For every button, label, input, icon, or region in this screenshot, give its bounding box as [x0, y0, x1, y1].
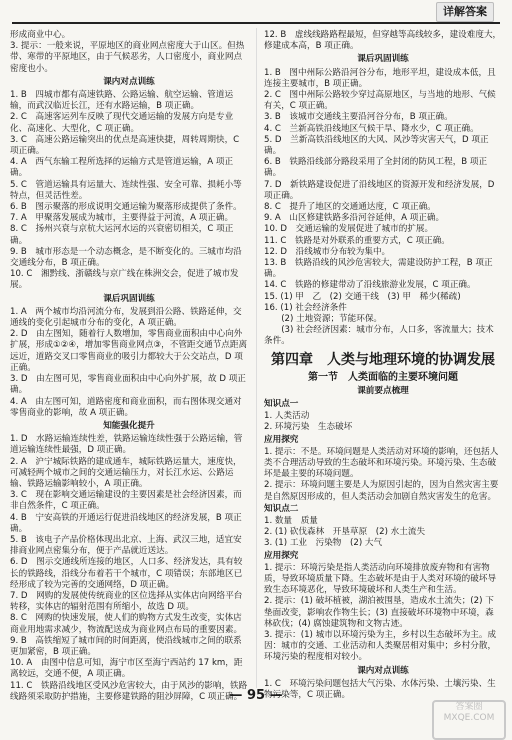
answer-item: 7. A 甲聚落发展成为城市，主要得益于河流，A 项正确。 [10, 213, 234, 224]
answer-item: 2. 提示：(1) 破坏植被，湖泊被围垦，造成水土流失；(2) 下垫面改变，影响农作物生长；(3) 直接破坏环境物中环境，森林砍伐；(4) 腐蚀建筑物和文物古迹。 [264, 596, 494, 629]
answer-item: 1. B 四城市都有高速铁路、公路运输、航空运输、管道运输，而武汉临近长江，还有水路运输，B 项正确。 [10, 90, 234, 112]
answer-item: 3. C 现在影响交通运输建设的主要因素是社会经济因素，而非自然条件，C 项正确。 [10, 490, 242, 512]
answer-item: 8. C 提升了地区的交通通达度，C 项正确。 [264, 202, 436, 213]
section-title: 第一节 人类面临的主要环境问题 [308, 371, 458, 383]
answer-item: 8. C 扬州兴衰与京杭大运河水运的兴衰密切相关，C 项正确。 [10, 224, 234, 246]
watermark-stamp [432, 700, 506, 740]
answer-item: 12. B 虚线线路路程最短，但穿越等高线较多，建设难度大，修建成本高，B 项正确。 [264, 30, 502, 52]
answer-item: 5. D 兰新高铁沿线地区的大风、风沙等灾害天气，D 项正确。 [264, 134, 489, 157]
answer-item: 13. B 铁路沿线的风沙危害较大，需建设防护工程，B 项正确。 [264, 258, 493, 280]
answer-item: 1. C 环境污染问题包括大气污染、水体污染、土壤污染、生物污染等，C 项正确。 [264, 678, 496, 700]
answer-item: 5. C 管道运输具有运量大、连续性强、安全可靠、损耗小等特点，但灵活性差。 [10, 179, 242, 201]
answer-item: 2. D 由左图知，随着行人数增加，零售商业面积由中心向外扩展，形成①②④，增加零售商业网点③，不管距交通节点距离远近，道路交叉口零售商业的吸引力都较大于公交站点，D 项正确。 [10, 329, 248, 373]
section-heading: 知能强化提升 [103, 420, 155, 431]
answer-item: 4. A 西气东输工程所选择的运输方式是管道运输，A 项正确。 [10, 157, 234, 179]
answer-item: 14. C 铁路的修建带动了沿线旅游业发展，C 项正确。 [264, 280, 476, 291]
right-column [264, 30, 502, 700]
answer-item: 1. 数量 质量 [264, 515, 318, 526]
answer-item: 3. C 高速公路运输突出的优点是高速快捷，周转周期快，C 项正确。 [10, 134, 242, 157]
answer-item: 10. D 交通运输的发展促进了城市的扩展。 [264, 224, 434, 235]
subheading: 知识点一 [264, 398, 299, 409]
section-heading: 课后巩固训练 [103, 293, 155, 304]
answer-item: 4. B 宁安高铁的开通运行促进沿线地区的经济发展，B 项正确。 [10, 512, 242, 534]
answer-item: 1. A 两个城市均沿河流分布，发展到沿公路、铁路延伸，交通线的变化引起城市分布的变化，A 项正确。 [10, 306, 242, 329]
answer-item: 6. D 图示交通线所连接的地区，人口多、经济发达，具有较长的铁路线，沿线分布着若干个城市，C 项错误；东部地区已经形成了较为完善的交通网络，D 项正确。 [10, 557, 243, 590]
subheading: 应用探究 [264, 550, 299, 561]
answer-item: 5. B 该电子产品价格体现出北京、上海、武汉三地，适宜安排商业网点密集分布，便于产品就近送达。 [10, 534, 242, 557]
answer-item: 1. 人类活动 [264, 411, 310, 422]
section-heading: 课后巩固训练 [357, 54, 409, 65]
answer-item: 2. C 图中州际公路较少穿过高原地区，与当地的地形、气候有关，C 项正确。 [264, 90, 496, 112]
answer-item: 9. A 山区修建铁路多沿河谷延伸，A 项正确。 [264, 213, 445, 224]
column-divider [256, 28, 257, 688]
section-heading: 课内对点训练 [357, 665, 409, 676]
answer-item: 9. B 城市形态是一个动态概念，是不断变化的。三城市均沿交通线分布，B 项正确。 [10, 246, 242, 269]
answer-item: (3) 社会经济因素：城市分布，人口多，客流量大；技术条件。 [264, 325, 494, 347]
answer-item: 6. B 图示聚落的形成说明交通运输为聚落形成提供了条件。 [10, 202, 242, 213]
answer-item: 2. (1) 砍伐森林 开垦草原 (2) 水土流失 [264, 527, 426, 538]
subheading: 应用探究 [264, 434, 299, 445]
answer-item: 3. 提示：(1) 城市以环境污染为主，乡村以生态破坏为主。成因：城市的交通、工业活动和人类聚居相对集中；乡村分散，环境污染的程度相对较小。 [264, 629, 497, 663]
chapter-title: 第四章 人类与地理环境的协调发展 [271, 351, 495, 368]
section-heading: 课前要点梳理 [357, 385, 409, 396]
answer-item: 3. B 该城市交通线主要沿河谷分布，B 项正确。 [264, 112, 453, 123]
section-heading: 课内对点训练 [103, 76, 155, 87]
answer-item: 2. C 高速客运列车反映了现代交通运输的发展方向是专业化、高速化、大型化，C 项正确。 [10, 112, 234, 134]
answer-item: 15. (1) 甲 乙 (2) 交通干线 (3) 甲 稀少(稀疏) [264, 291, 461, 302]
answer-item: 9. B 高铁缩短了城市间的时间距离，使沿线城市之间的联系更加紧密，B 项正确。 [10, 635, 242, 657]
answer-item: (2) 土地资源；节能环保。 [264, 314, 383, 325]
answer-item: 12. D 沿线城市分布较为集中。 [264, 246, 391, 257]
answer-item: 10. C 湘黔线、浙赣线与京广线在株洲交会，促进了城市发展。 [10, 269, 239, 291]
answer-item: 3. 提示：一般来说，平原地区的商业网点密度大于山区。但热带、寒带的平原地区，由于气候恶劣，人口密度小，商业网点密度也小。 [10, 41, 245, 74]
answer-item: 1. B 图中州际公路沿河谷分布，地形平坦，建设成本低，且连接主要城市，B 项正确。 [264, 67, 496, 89]
answer-item: 7. D 新铁路建设促进了沿线地区的资源开发和经济发展，D 项正确。 [264, 179, 498, 201]
answer-item: 1. D 水路运输连续性差，铁路运输连续性强于公路运输，管道运输连续性最强，D 项正确。 [10, 434, 243, 456]
answer-item: 1. 提示：不是。环境问题是人类活动对环境的影响，还包括人类不合理活动导致的生态破坏和环境污染。环境污染、生态破坏是最主要的环境问题。 [264, 446, 499, 480]
answer-item: 形成商业中心。 [10, 30, 71, 40]
answer-item: 8. C 网购的快速发展，使人们的购物方式发生改变，实体店商业用地需求减少，物流配送成为商业网点布局的重要因素。 [10, 613, 243, 635]
answer-item: 4. A 由左图可知，道路密度和商业面积，而右图体现交通对零售商业的影响，故 A 项正确。 [10, 396, 242, 418]
page-number: — 95 — [229, 688, 283, 703]
answer-item: 4. C 兰新高铁沿线地区气候干旱、降水少，C 项正确。 [264, 123, 479, 134]
answer-item: 2. A 沪宁城际铁路的建成通车，城际铁路运量大，速度快，可减轻两个城市之间的交通运输压力，对长江水运、公路运输、铁路运输影响较小，A 项正确。 [10, 456, 242, 489]
page-header [0, 0, 512, 24]
watermark-text: 答案圈 MXQE.COM [443, 702, 495, 723]
answer-item: 7. D 网购的发展使传统商业的区位选择从实体店向网络平台转移，实体店的辐射范围有所缩小，故选 D 项。 [10, 590, 243, 613]
answer-item: 2. 环境污染 生态破坏 [264, 422, 353, 433]
answer-item: 6. B 铁路沿线部分路段采用了全封闭的防风工程，B 项正确。 [264, 157, 488, 179]
answer-item: 3. (1) 工业 污染物 (2) 大气 [264, 538, 383, 549]
subheading: 知识点二 [264, 503, 299, 514]
answer-item: 10. A 由图中信息可知，海宁市区至海宁西站约 17 km，距离较远，交通不便，A 项正确。 [10, 658, 243, 680]
answer-tab-label: 详解答案 [436, 2, 494, 22]
answer-item: 2. 提示：环境问题主要是人为原因引起的，因为自然灾害主要是自然原因形成的，但人类活动会加剧自然灾害发生的危害。 [264, 480, 499, 502]
answer-item: 16. (1) 社会经济条件 [264, 302, 347, 313]
answer-item: 1. 提示：环境污染是指人类活动向环境排放废弃物和有害物质，导致环境质量下降。生态破坏是由于人类对环境的破坏导致生态环境恶化，导致环境破坏和人类生产和生活。 [264, 562, 497, 596]
answer-item: 11. C 铁路是对外联系的重要方式，C 项正确。 [264, 235, 450, 246]
answer-item: 11. C 铁路沿线地区受风沙危害较大，由于风沙的影响，铁路线路须采取防护措施，主要修建铁路的阻沙屏障，C 项正确。 [10, 680, 248, 702]
left-column [10, 30, 248, 702]
answer-item: 3. D 由左图可见，零售商业面积由中心向外扩展，故 D 项正确。 [10, 374, 246, 396]
header-rule [12, 22, 500, 24]
